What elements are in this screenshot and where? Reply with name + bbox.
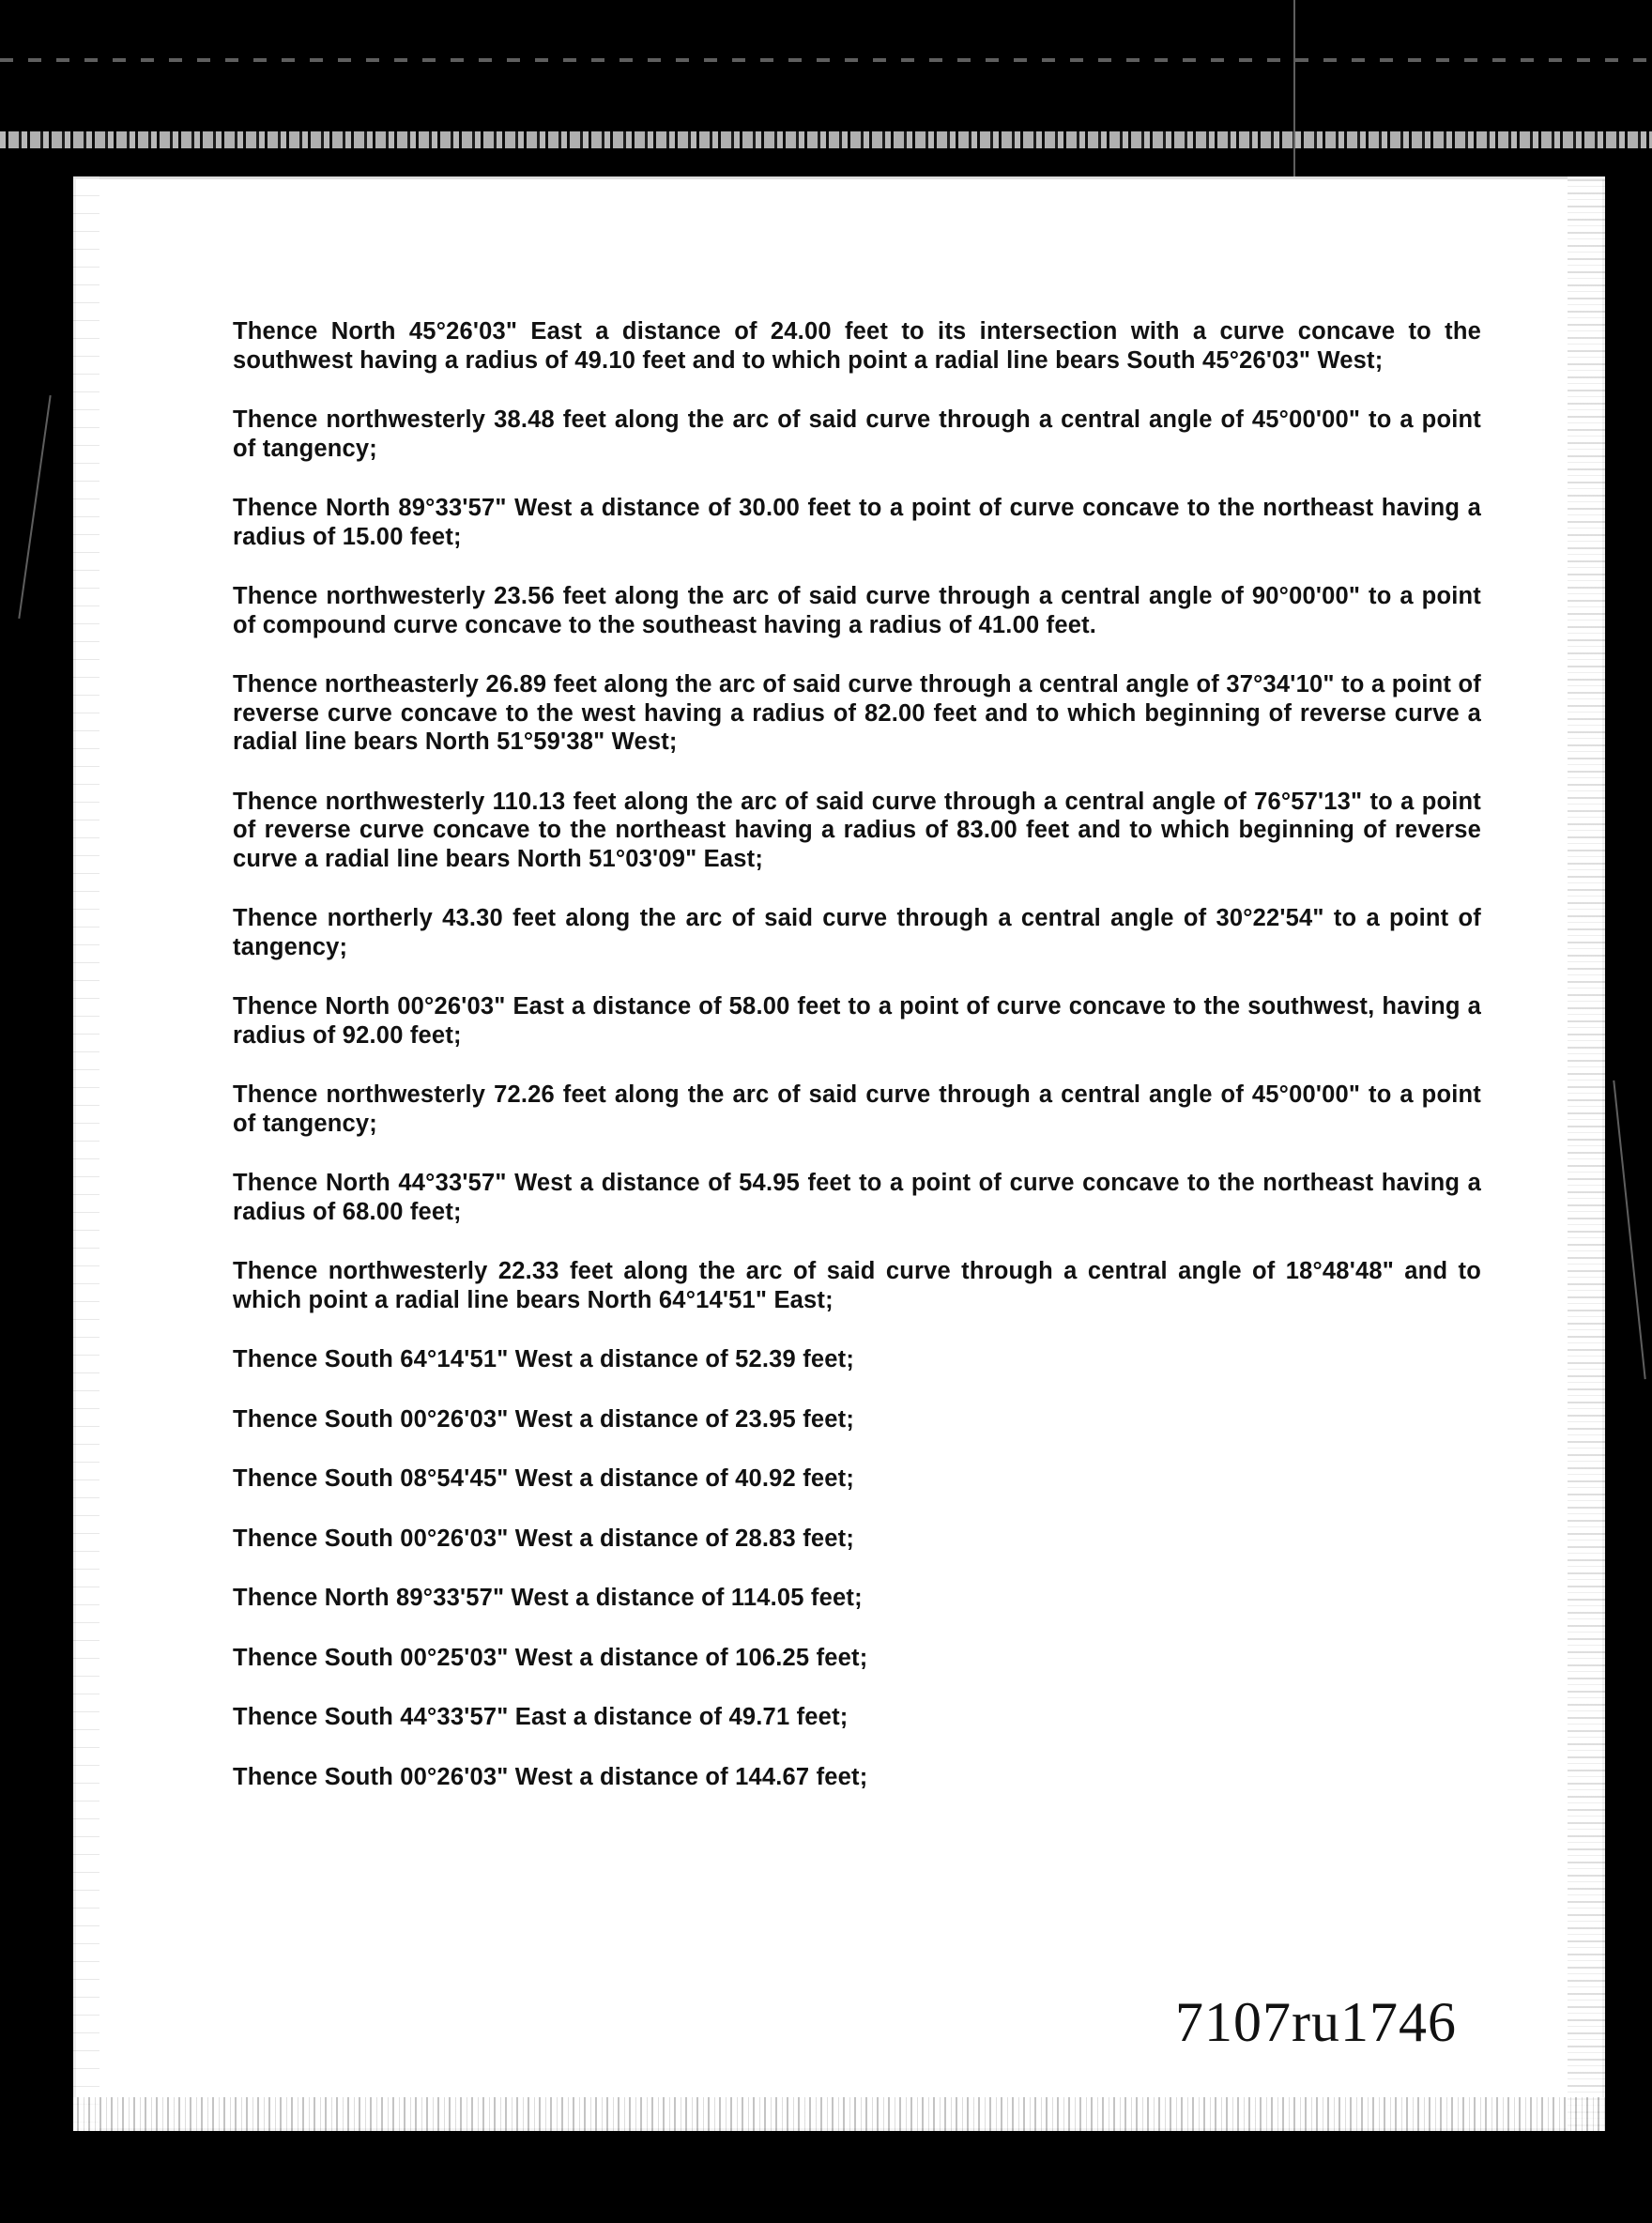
course-paragraph: Thence northwesterly 72.26 feet along the arc of said curve through a central angle of 45°00'00" to a point of tangency; xyxy=(233,1081,1481,1137)
course-paragraph: Thence South 00°26'03" West a distance of 28.83 feet; xyxy=(233,1525,855,1552)
legal-description-body xyxy=(233,317,1481,1822)
course-paragraph: Thence North 00°26'03" East a distance of 58.00 feet to a point of curve concave to the southwest, having a radius of 92.00 feet; xyxy=(233,993,1481,1049)
page-edge-right xyxy=(1568,176,1605,2131)
scan-scratch xyxy=(1613,1081,1645,1379)
course-paragraph: Thence northwesterly 38.48 feet along the arc of said curve through a central angle of 45°00'00" to a point of tangency; xyxy=(233,406,1481,462)
course-paragraph: Thence North 89°33'57" West a distance of 30.00 feet to a point of curve concave to the northeast having a radius of 15.00 feet; xyxy=(233,495,1481,550)
course-paragraph: Thence northerly 43.30 feet along the arc of said curve through a central angle of 30°22'54" to a point of tangency; xyxy=(233,905,1481,960)
course-paragraph: Thence northeasterly 26.89 feet along the arc of said curve through a central angle of 37°34'10" to a point of reverse curve concave to the west having a radius of 82.00 feet and to which beginning of reverse curve a radial line bears North 51°59'38" West; xyxy=(233,671,1481,755)
course-paragraph: Thence northwesterly 23.56 feet along the arc of said curve through a central angle of 90°00'00" to a point of compound curve concave to the southeast having a radius of 41.00 feet. xyxy=(233,583,1481,638)
recording-number-stamp: 7107ru1746 xyxy=(1175,1991,1457,2053)
course-paragraph: Thence North 89°33'57" West a distance of 114.05 feet; xyxy=(233,1585,863,1611)
course-paragraph: Thence South 08°54'45" West a distance of 40.92 feet; xyxy=(233,1465,855,1492)
scan-top-border xyxy=(0,131,1652,148)
course-paragraph: Thence North 44°33'57" West a distance of 54.95 feet to a point of curve concave to the northeast having a radius of 68.00 feet; xyxy=(233,1170,1481,1225)
course-paragraph: Thence South 44°33'57" East a distance of 49.71 feet; xyxy=(233,1704,849,1730)
course-paragraph: Thence North 45°26'03" East a distance of 24.00 feet to its intersection with a curve concave to the southwest having a radius of 49.10 feet and to which point a radial line bears South 45°26'03" West; xyxy=(233,318,1481,374)
course-paragraph: Thence South 00°25'03" West a distance of 106.25 feet; xyxy=(233,1644,868,1671)
course-paragraph: Thence northwesterly 22.33 feet along the arc of said curve through a central angle of 18°48'48" and to which point a radial line bears North 64°14'51" East; xyxy=(233,1258,1481,1313)
course-paragraph: Thence South 00°26'03" West a distance of 144.67 feet; xyxy=(233,1763,868,1790)
course-paragraph: Thence northwesterly 110.13 feet along the arc of said curve through a central angle of 76°57'13" to a point of reverse curve concave to the northeast having a radius of 83.00 feet and to which beginning of reverse curve a radial line bears North 51°03'09" East; xyxy=(233,788,1481,872)
scan-artifact-line xyxy=(0,58,1652,62)
page-edge-bottom xyxy=(73,2097,1605,2131)
page-edge-left xyxy=(73,176,99,2131)
scan-scratch xyxy=(18,395,51,619)
course-paragraph: Thence South 00°26'03" West a distance of 23.95 feet; xyxy=(233,1405,855,1433)
course-paragraph: Thence South 64°14'51" West a distance of 52.39 feet; xyxy=(233,1346,855,1372)
scan-scratch xyxy=(1293,0,1295,176)
